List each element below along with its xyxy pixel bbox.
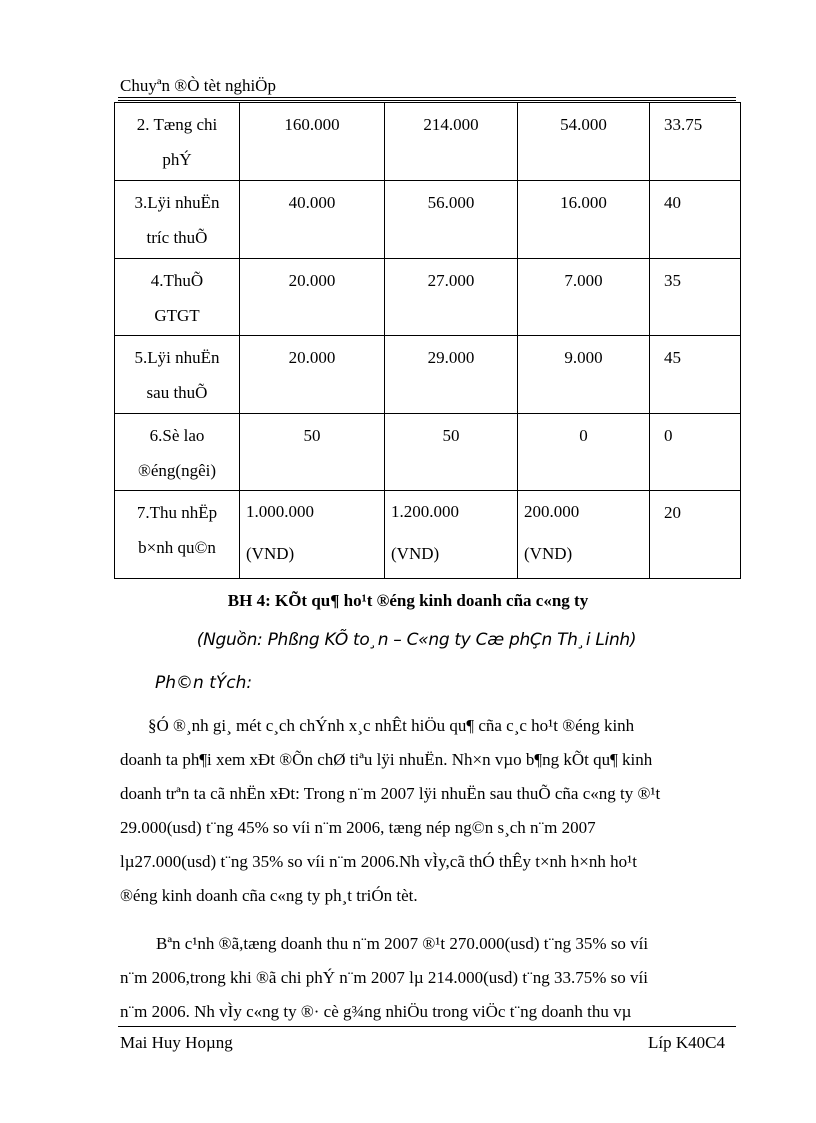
value-2007: 29.000 <box>385 336 518 414</box>
value-percent: 35 <box>650 259 741 336</box>
paragraph: Bªn c¹nh ®ã,tæng doanh thu n¨m 2007 ®¹t 270.000(usd) t¨ng 35% so víi n¨m 2006,trong khi ®ã chi phÝ n¨m 2007 lµ 214.000(usd) t¨ng 33.75% so víi n¨m 2006. Nh vÌy c«ng ty ®· cè g¾ng nhiÖu trong viÖc t¨ng doanh thu vµ <box>120 934 649 1021</box>
paragraph: §Ó ®¸nh gi¸ mét c¸ch chÝnh x¸c nhÊt hiÖu qu¶ cña c¸c ho¹t ®éng kinh doanh ta ph¶i xem xÐt ®Õn chØ tiªu lÿi nhuËn. Nh×n vµo b¶ng kÕt qu¶ kinh doanh trªn ta cã nhËn xÐt: Trong n¨m 2007 lÿi nhuËn sau thuÕ cña c«ng ty ®¹t 29.000(usd) t¨ng 45% so víi n¨m 2006, tæng nép ng©n s¸ch n¨m 2007 lµ27.000(usd) t¨ng 35% so víi n¨m 2006.Nh vÌy,cã thÓ thÊy t×nh h×nh ho¹t ®éng kinh doanh cña c«ng ty ph¸t triÓn tèt. <box>120 716 661 905</box>
header-divider <box>118 97 736 98</box>
row-label: 4.ThuÕ GTGT <box>115 259 240 336</box>
row-label: 7.Thu nhËp b×nh qu©n <box>115 491 240 579</box>
value-difference: 7.000 <box>518 259 650 336</box>
row-label: 2. Tæng chi phÝ <box>115 103 240 181</box>
value-difference: 16.000 <box>518 181 650 259</box>
value-difference: 9.000 <box>518 336 650 414</box>
footer-class: Líp K40C4 <box>648 1033 725 1052</box>
table-row <box>115 336 741 414</box>
value-2006: 20.000 <box>240 336 385 414</box>
header-divider-thin <box>118 100 736 101</box>
value-2006: 20.000 <box>240 259 385 336</box>
value-percent: 33.75 <box>650 103 741 181</box>
table-row <box>115 181 741 259</box>
row-label: 5.Lÿi nhuËn sau thuÕ <box>115 336 240 414</box>
value-2007: 50 <box>385 414 518 491</box>
table-row <box>115 491 741 579</box>
value-2006: 160.000 <box>240 103 385 181</box>
value-2007: 1.200.000 (VND) <box>385 491 518 579</box>
value-2007: 56.000 <box>385 181 518 259</box>
value-2007: 27.000 <box>385 259 518 336</box>
footer-author: Mai Huy Hoµng <box>120 1033 233 1052</box>
value-difference: 0 <box>518 414 650 491</box>
value-2006: 40.000 <box>240 181 385 259</box>
value-percent: 0 <box>650 414 741 491</box>
value-percent: 20 <box>650 491 741 579</box>
value-difference: 200.000 (VND) <box>518 491 650 579</box>
value-percent: 45 <box>650 336 741 414</box>
row-label: 3.Lÿi nhuËn tríc thuÕ <box>115 181 240 259</box>
business-results-table <box>114 102 741 579</box>
value-2007: 214.000 <box>385 103 518 181</box>
running-header: Chuyªn ®Ò tèt nghiÖp <box>120 76 276 95</box>
value-percent: 40 <box>650 181 741 259</box>
value-2006: 1.000.000 (VND) <box>240 491 385 579</box>
row-label: 6.Sè lao ®éng(ngêi) <box>115 414 240 491</box>
analysis-heading: Ph©n tÝch: <box>155 673 253 693</box>
table-row <box>115 259 741 336</box>
value-2006: 50 <box>240 414 385 491</box>
table-row <box>115 414 741 491</box>
footer-divider <box>118 1026 736 1027</box>
value-difference: 54.000 <box>518 103 650 181</box>
table-caption: BH 4: KÕt qu¶ ho¹t ®éng kinh doanh cña c«ng ty <box>227 591 589 610</box>
table-source: (Nguồn: Phßng KÕ to¸n – C«ng ty Cæ phÇn Th¸i Linh) <box>196 630 637 650</box>
table-row <box>115 103 741 181</box>
